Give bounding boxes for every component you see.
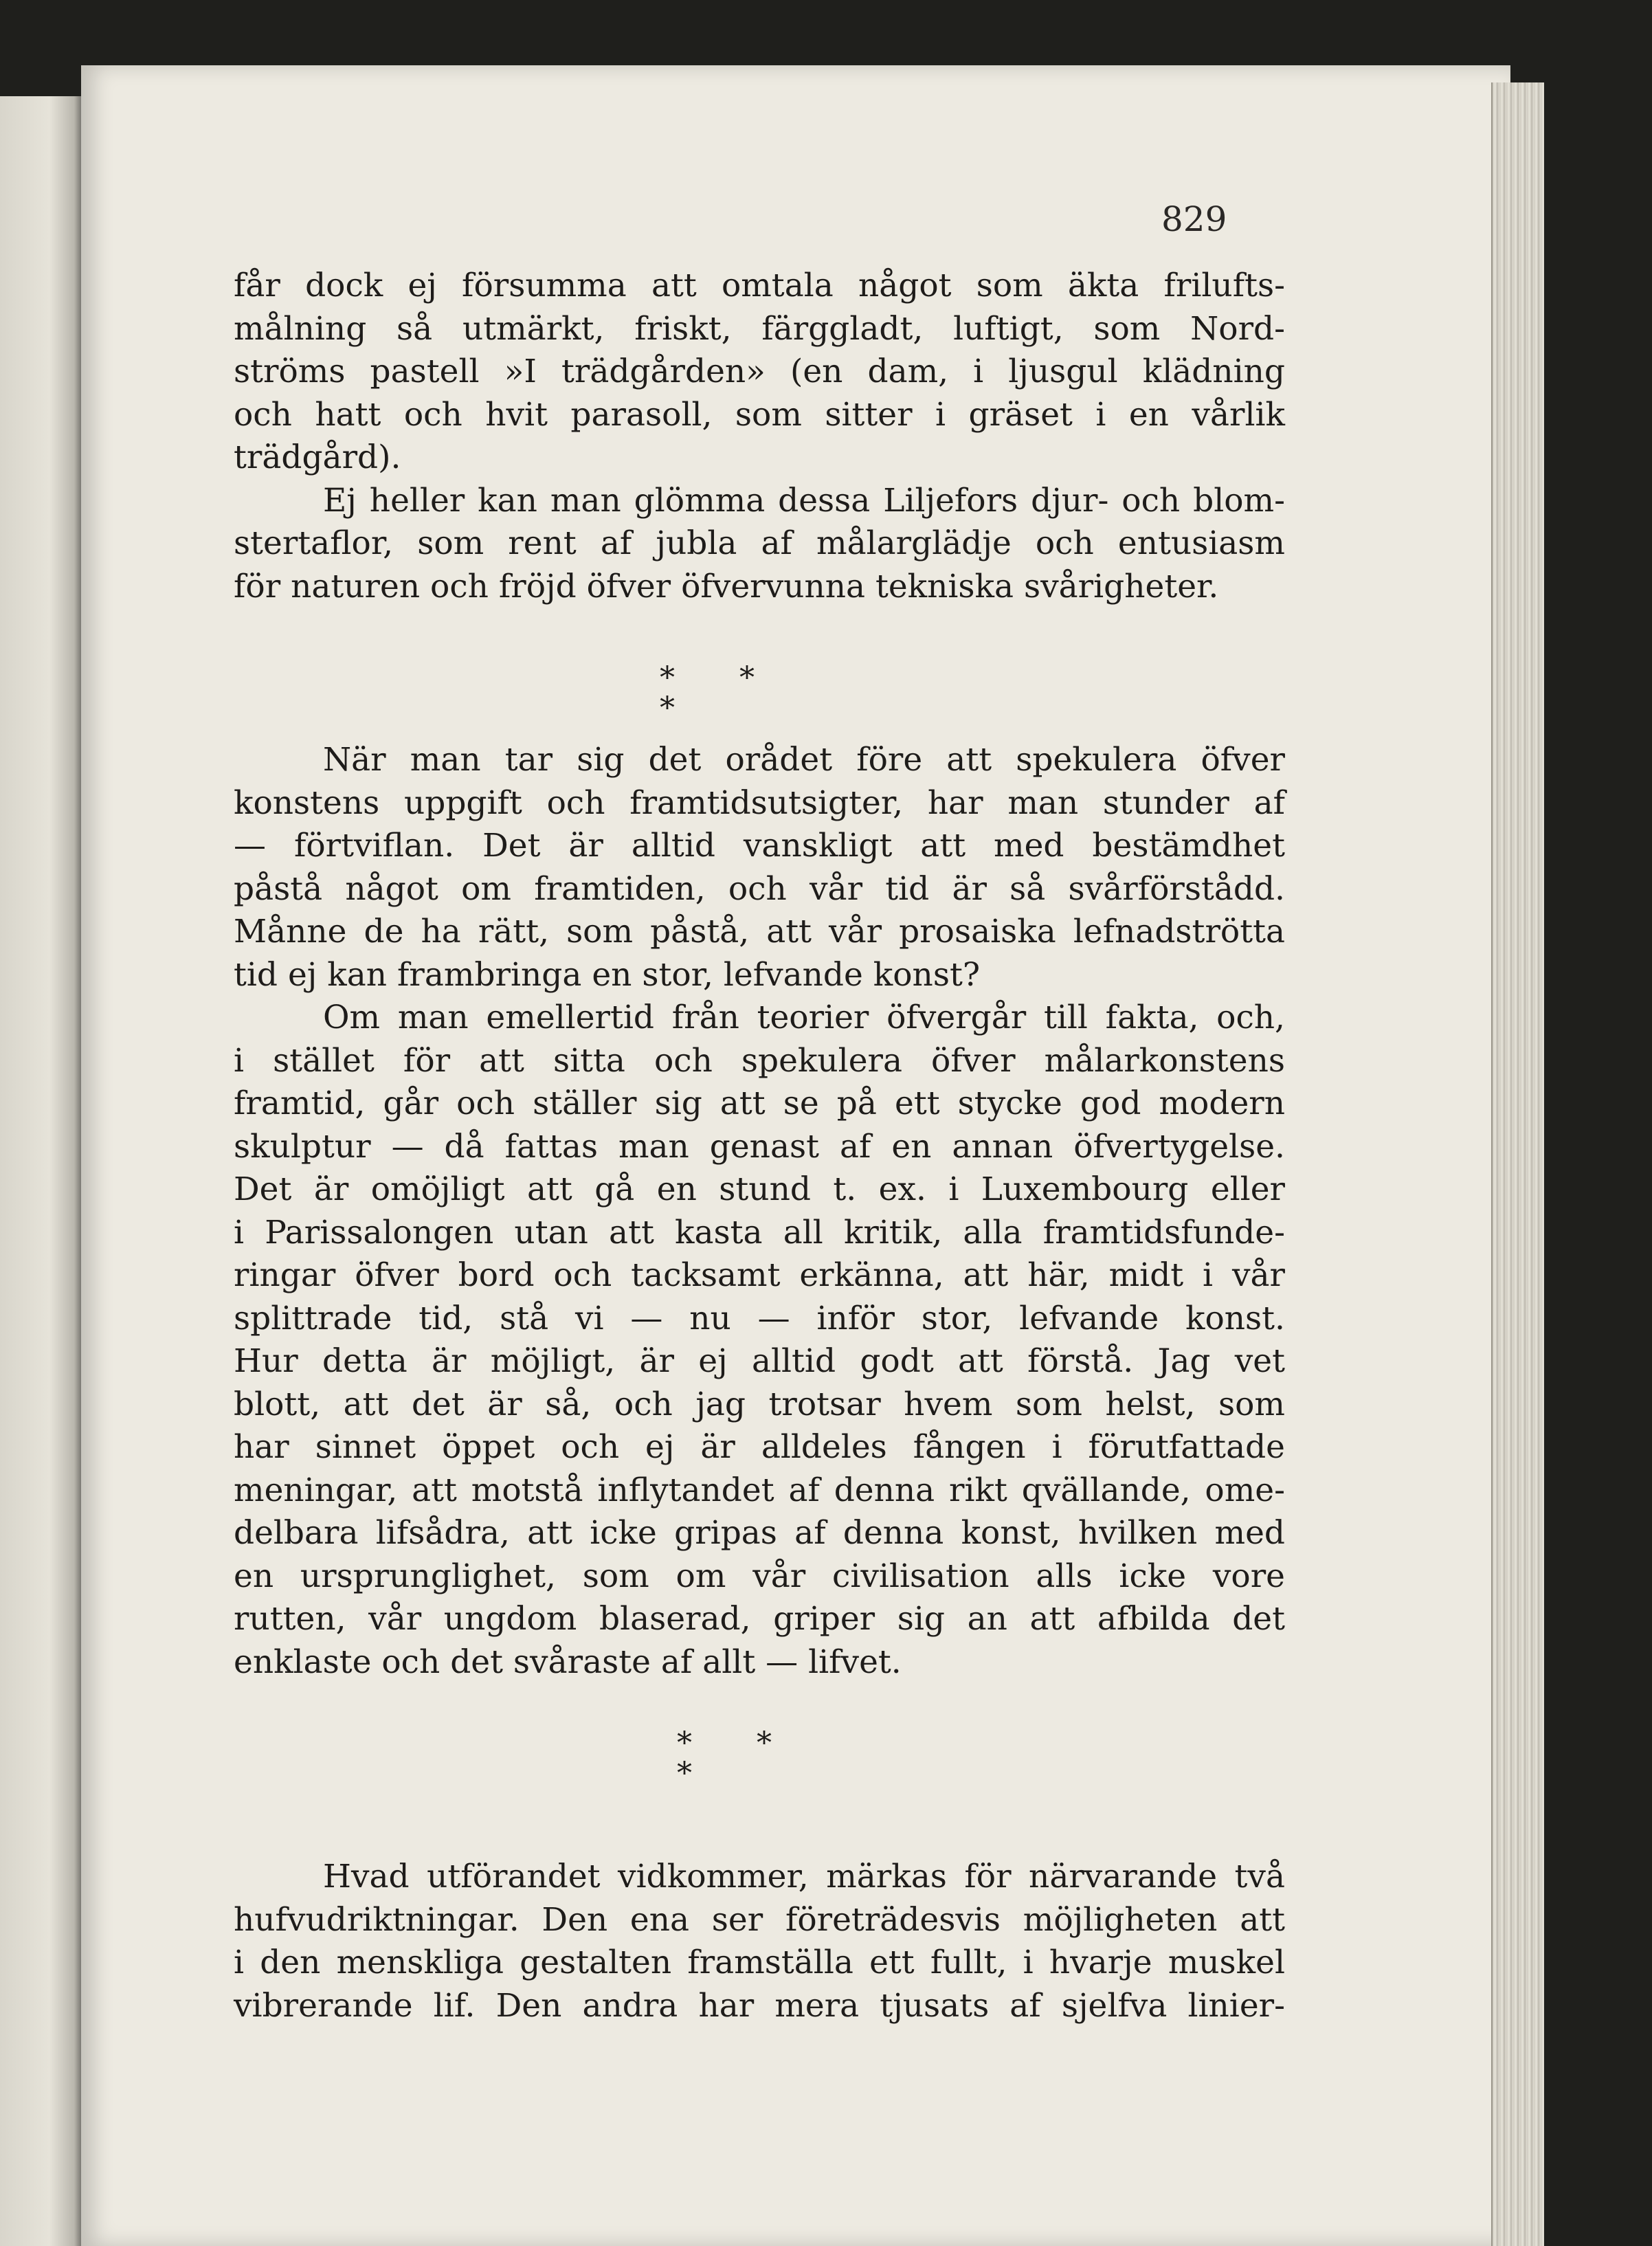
- page-edges: [1491, 82, 1544, 2246]
- text-line: Hur detta är möjligt, är ej alltid godt att förstå. Jag vet: [234, 1342, 1285, 1380]
- text-line: stertaflor, som rent af jubla af målarglädje och entusiasm: [234, 524, 1285, 562]
- text-line: och hatt och hvit parasoll, som sitter i gräset i en vårlik: [234, 395, 1285, 434]
- text-line: i stället för att sitta och spekulera öfver målarkonstens: [234, 1041, 1285, 1080]
- text-line: splittrade tid, stå vi — nu — inför stor, lefvande konst.: [234, 1299, 1285, 1337]
- text-line: får dock ej försumma att omtala något som äkta frilufts-: [234, 267, 1285, 304]
- text-line: har sinnet öppet och ej är alldeles fången i förutfattade: [234, 1428, 1285, 1466]
- text-line: meningar, att motstå inflytandet af denna rikt qvällande, ome-: [234, 1471, 1285, 1509]
- text-line: en ursprunglighet, som om vår civilisation alls icke vore: [234, 1557, 1285, 1595]
- asterism-separator: [660, 656, 838, 726]
- text-line: ströms pastell »I trädgården» (en dam, i ljusgul klädning: [234, 353, 1285, 390]
- text-line: — förtviflan. Det är alltid vanskligt att med bestämdhet: [234, 827, 1285, 865]
- text-line: Om man emellertid från teorier öfvergår till fakta, och,: [323, 999, 1285, 1036]
- text-line: framtid, går och ställer sig att se på ett stycke god modern: [234, 1085, 1285, 1122]
- text-line: enklaste och det svåraste af allt — lifvet.: [234, 1643, 902, 1681]
- text-line: för naturen och fröjd öfver öfvervunna tekniska svårigheter.: [234, 567, 1219, 605]
- text-line: skulptur — då fattas man genast af en annan öfvertygelse.: [234, 1127, 1285, 1166]
- text-line: rutten, vår ungdom blaserad, griper sig an att afbilda det: [234, 1600, 1285, 1638]
- text-line: ringar öfver bord och tacksamt erkänna, att här, midt i vår: [234, 1256, 1285, 1294]
- text-line: Det är omöjligt att gå en stund t. ex. i Luxembourg eller: [234, 1170, 1285, 1208]
- page-number: 829: [1161, 199, 1227, 239]
- asterism-separator: [677, 1722, 856, 1791]
- text-line: påstå något om framtiden, och vår tid är så svårförstådd.: [234, 869, 1285, 908]
- text-line: i den menskliga gestalten framställa ett fullt, i hvarje muskel: [234, 1944, 1285, 1981]
- text-line: vibrerande lif. Den andra har mera tjusats af sjelfva linier-: [234, 1986, 1285, 2025]
- text-line: trädgård).: [234, 438, 401, 476]
- text-line: i Parissalongen utan att kasta all kritik, alla framtidsfunde-: [234, 1213, 1285, 1252]
- asterism-text: * * *: [677, 1726, 785, 1791]
- text-line: Ej heller kan man glömma dessa Liljefors djur- och blom-: [323, 481, 1285, 520]
- facing-page-edge: [0, 96, 82, 2246]
- text-line: När man tar sig det orådet före att spekulera öfver: [323, 741, 1285, 779]
- text-line: tid ej kan frambringa en stor, lefvande konst?: [234, 955, 981, 994]
- text-line: målning så utmärkt, friskt, färggladt, luftigt, som Nord-: [234, 309, 1285, 348]
- text-line: hufvudriktningar. Den ena ser företrädesvis möjligheten att: [234, 1900, 1285, 1939]
- text-line: blott, att det är så, och jag trotsar hvem som helst, som: [234, 1385, 1285, 1423]
- text-line: delbara lifsådra, att icke gripas af denna konst, hvilken med: [234, 1514, 1285, 1552]
- text-line: konstens uppgift och framtidsutsigter, har man stunder af: [234, 783, 1285, 822]
- asterism-text: * * *: [660, 660, 768, 726]
- text-line: Månne de ha rätt, som påstå, att vår prosaiska lefnadströtta: [234, 913, 1285, 950]
- text-line: Hvad utförandet vidkommer, märkas för närvarande två: [323, 1858, 1285, 1895]
